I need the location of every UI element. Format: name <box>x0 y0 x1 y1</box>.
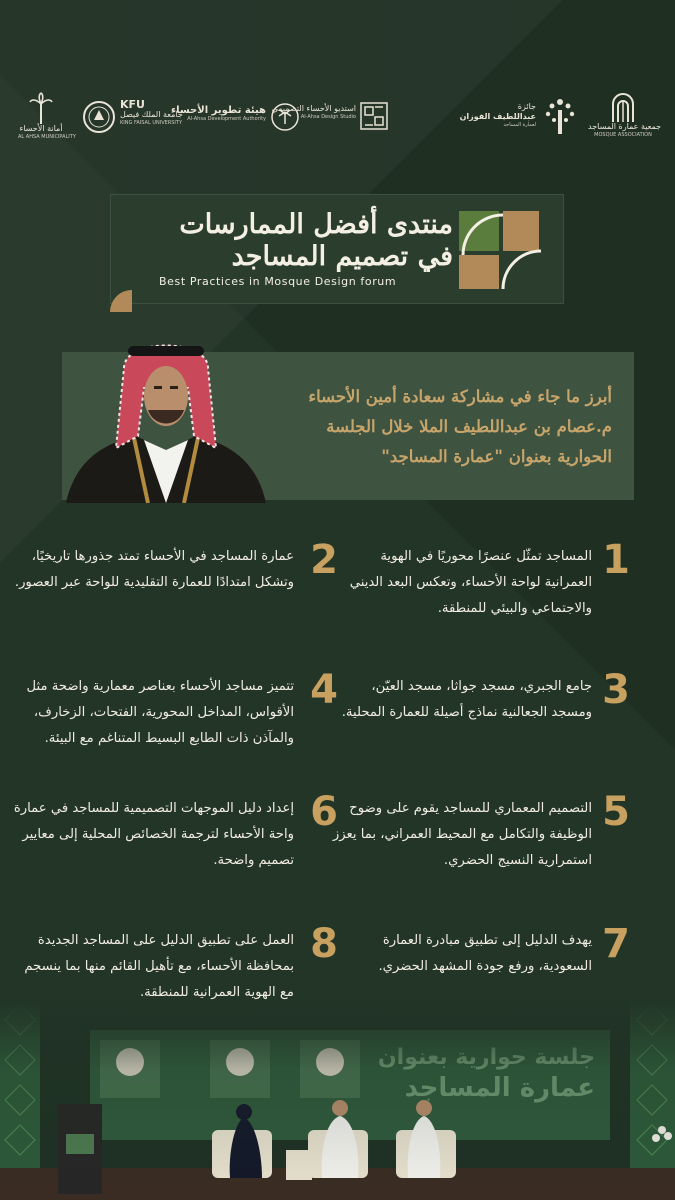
point-number: 5 <box>602 789 630 835</box>
award-line1: جائزة <box>517 102 536 111</box>
ahsa-municipality-logo <box>18 92 76 141</box>
point-7 <box>330 921 630 980</box>
point-number: 3 <box>602 667 630 713</box>
point-4 <box>8 667 338 752</box>
point-number: 8 <box>310 921 338 967</box>
forum-title-line1: منتدى أفضل الممارسات <box>179 209 453 240</box>
speaker-line2: م.عصام بن عبداللطيف الملا خلال الجلسة <box>326 417 612 436</box>
award-line2: عبداللطيف الفوزان <box>459 112 536 121</box>
point-3 <box>330 667 630 726</box>
point-text: يهدف الدليل إلى تطبيق مبادرة العمارة السعودية، ورفع جودة المشهد الحضري. <box>378 933 592 974</box>
forum-emblem-icon <box>459 207 543 291</box>
stage-illustration <box>0 1000 675 1200</box>
point-text: عمارة المساجد في الأحساء تمتد جذورها تاريخيًا، وتشكل امتدادًا للعمارة التقليدية للواحة عبر العصور. <box>14 549 294 590</box>
speaker-line1: أبرز ما جاء في مشاركة سعادة أمين الأحساء <box>308 387 612 406</box>
kfu-seal-icon <box>82 100 116 134</box>
award-line3: لعمارة المساجد <box>503 122 536 128</box>
point-number: 6 <box>310 789 338 835</box>
speaker-summary <box>282 382 612 472</box>
kfu-abbr: KFU <box>120 98 145 111</box>
point-number: 1 <box>602 537 630 583</box>
point-text: التصميم المعماري للمساجد يقوم على وضوح الوظيفة والتكامل مع المحيط العمراني، بما يعزز استمرارية النسيج الحضري. <box>332 801 592 868</box>
forum-title-en: Best Practices in Mosque Design forum <box>159 275 397 288</box>
point-text: العمل على تطبيق الدليل على المساجد الجديدة بمحافظة الأحساء، مع تأهيل القائم منها بما ينسجم مع الهوية العمرانية للمنطقة. <box>24 933 294 1000</box>
authority-name-en: Al-Ahsa Development Authority <box>187 116 266 122</box>
point-text: إعداد دليل الموجهات التصميمية للمساجد في عمارة واحة الأحساء لترجمة الخصائص المحلية إلى معايير تصميم واضحة. <box>13 801 294 868</box>
session-stage-photo <box>0 1000 675 1200</box>
palm-seal-icon <box>270 102 300 132</box>
kfu-name-en: KING FAISAL UNIVERSITY <box>120 120 183 126</box>
point-6 <box>8 789 338 874</box>
point-number: 2 <box>310 537 338 583</box>
speaker-line3: الحوارية بعنوان "عمارة المساجد" <box>381 447 612 466</box>
arch-icon <box>610 92 636 122</box>
association-logo <box>588 92 662 139</box>
point-1 <box>330 537 630 622</box>
studio-name-ar: استديو الأحساء التصميمي <box>271 104 356 113</box>
municipality-name-en: AL AHSA MUNICIPALITY <box>18 134 76 140</box>
studio-pattern-icon <box>360 102 388 130</box>
point-text: المساجد تمثّل عنصرًا محوريًا في الهوية العمرانية لواحة الأحساء، وتعكس البعد الديني والاجتماعي والبيئي للمنطقة. <box>349 549 592 616</box>
authority-name-ar: هيئة تطوير الأحساء <box>171 105 266 116</box>
sponsor-logos <box>0 92 675 142</box>
municipality-name-ar: أمانة الأحساء <box>19 124 63 133</box>
association-name-ar: جمعية عمارة المساجد <box>588 122 662 131</box>
association-name-en: MOSQUE ASSOCIATION <box>594 132 652 138</box>
point-number: 7 <box>602 921 630 967</box>
point-5 <box>330 789 630 874</box>
point-text: تتميز مساجد الأحساء بعناصر معمارية واضحة مثل الأقواس، المداخل المحورية، الفتحات، الزخارف، والمآذن ذات الطابع البسيط المتناغم مع البيئة. <box>26 679 294 746</box>
palm-tree-icon <box>29 92 53 124</box>
forum-title-line2: في تصميم المساجد <box>231 241 453 272</box>
point-number: 4 <box>310 667 338 713</box>
award-flower-icon <box>542 96 578 136</box>
point-text: جامع الجبري، مسجد جواثا، مسجد العيّن، ومسجد الجعالنية نماذج أصيلة للعمارة المحلية. <box>341 679 592 720</box>
studio-name-en: Al-Ahsa Design Studio <box>300 114 356 120</box>
point-8 <box>8 921 338 1006</box>
forum-banner <box>110 194 564 304</box>
kfu-name-ar: جامعة الملك فيصل <box>120 110 183 119</box>
speaker-portrait <box>66 328 266 503</box>
forum-title-ar <box>179 209 453 273</box>
point-2 <box>8 537 338 596</box>
